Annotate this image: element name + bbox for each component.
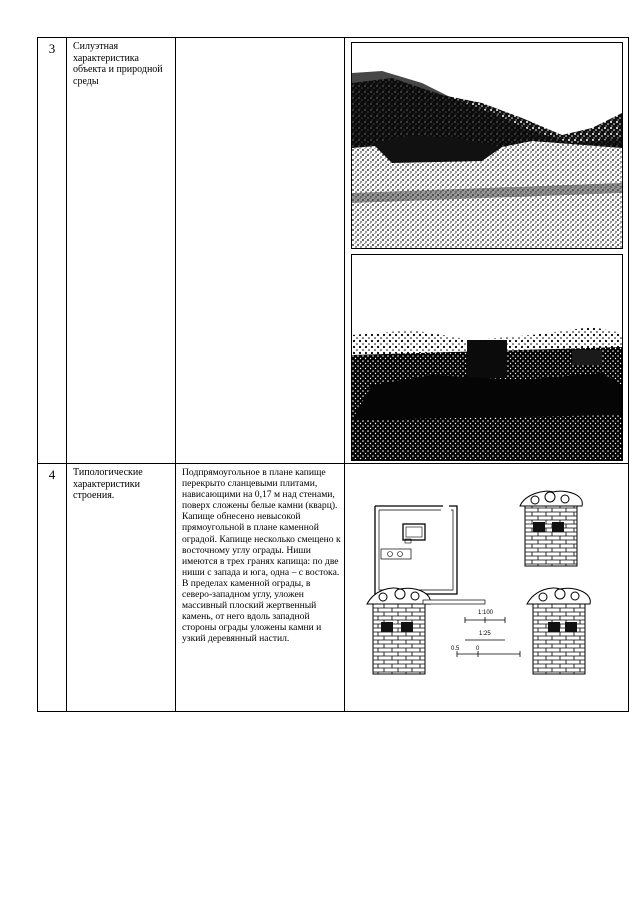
scale-label-b: 1:25	[479, 631, 491, 637]
document-table	[37, 37, 629, 712]
elevation-drawing-top	[520, 491, 582, 566]
elevation-drawing-left	[367, 588, 485, 674]
table-row	[38, 38, 629, 464]
row-description: Подпрямоугольное в плане капище перекрыто сланцевыми плитами, нависающими на 0,17 м над стенами, поверх сложены белые камни (кварц). Капище обнесено невысокой прямоугольной в плане каменной оградой. Капище несколько смещено к восточному углу ограды. Ниши имеются в трех гранях капища: по две ниши с запада и юга, одна – с востока. В пределах каменной ограды, в северо-западном углу, уложен массивный плоский жертвенный камень, от него вдоль западной стороны ограды уложены камни и узкий деревянный настил.	[176, 464, 345, 712]
photo-cell	[345, 38, 629, 464]
row-label: Типологические характеристики строения.	[67, 464, 176, 712]
scale-label-a: 1:100	[478, 610, 494, 616]
row-number: 4	[38, 464, 67, 712]
table-row	[38, 464, 629, 712]
scale-mid: 0	[476, 646, 480, 652]
drawing-cell	[345, 464, 629, 712]
scale-left: 0.5	[451, 646, 460, 652]
elevation-drawing-right	[527, 588, 590, 674]
architectural-drawings	[345, 464, 628, 711]
landscape-photo-2	[351, 254, 623, 461]
row-number: 3	[38, 38, 67, 464]
landscape-photo-1	[351, 42, 623, 249]
scale-bars	[451, 610, 520, 657]
row-label: Силуэтная характеристика объекта и природной среды	[67, 38, 176, 464]
row-description	[176, 38, 345, 464]
plan-drawing	[375, 506, 457, 594]
